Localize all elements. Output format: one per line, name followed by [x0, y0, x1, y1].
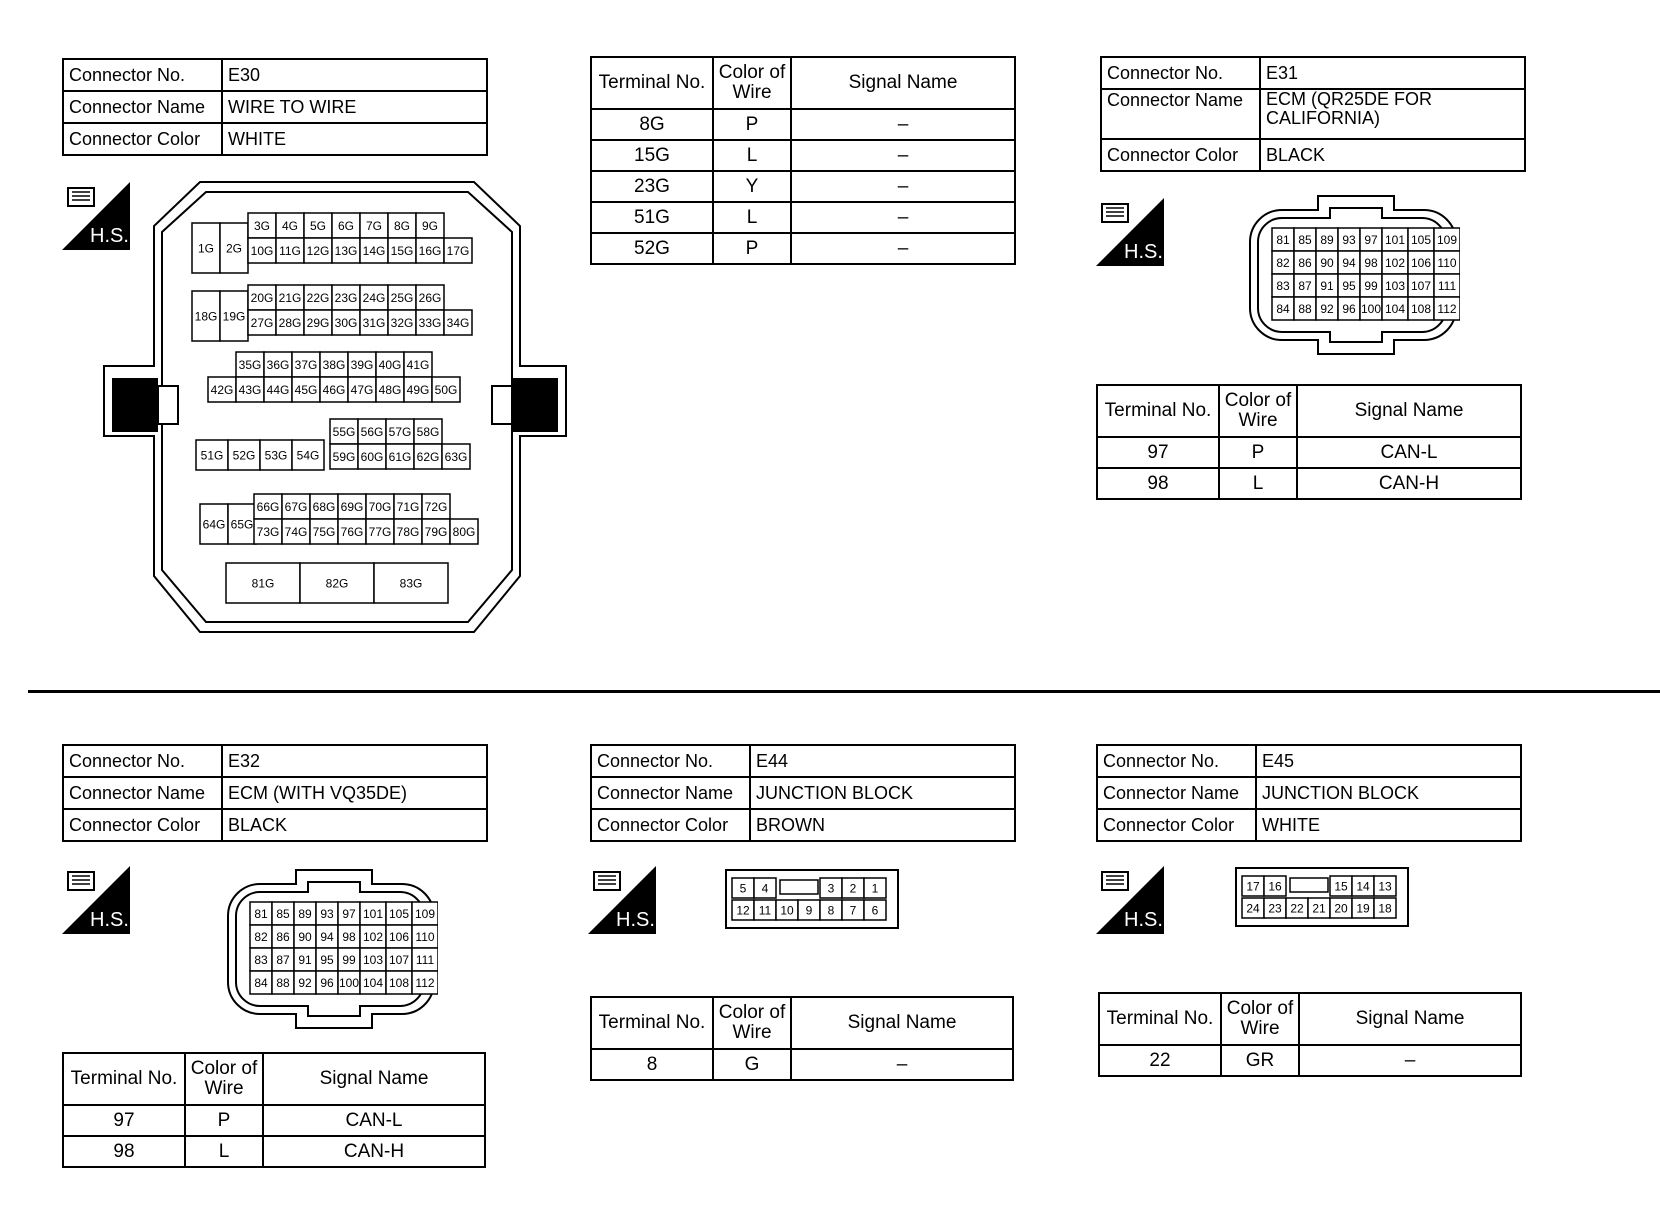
pin-label: 63G [444, 449, 468, 464]
pin-label: 29G [306, 315, 330, 330]
pin-label: 14G [362, 243, 386, 258]
col-signal: Signal Name [791, 57, 1015, 109]
pin-label: 94 [1342, 255, 1356, 270]
pin-label: 9G [421, 218, 439, 233]
e31-terminal-table [1096, 384, 1522, 500]
e44-connector-face [724, 868, 900, 930]
col-terminal: Terminal No. [1097, 385, 1219, 437]
pin-label: 70G [368, 499, 392, 514]
pin-label: 92 [298, 975, 312, 990]
pin-label: 11 [758, 903, 772, 918]
pin-label: 13G [334, 243, 358, 258]
pin-label: 36G [266, 357, 290, 372]
info-label: Connector No. [591, 745, 750, 777]
pin-label: 68G [312, 499, 336, 514]
info-value: WHITE [222, 123, 487, 155]
pin-label: 96 [1342, 301, 1356, 316]
pin-label: 18 [1378, 901, 1392, 916]
e32-info-table [62, 744, 488, 842]
hs-icon [1096, 198, 1164, 266]
pin-label: 94 [320, 929, 334, 944]
pin-label: 9 [805, 903, 813, 918]
pin-label: 3 [827, 881, 835, 896]
col-terminal: Terminal No. [591, 997, 713, 1049]
info-value: BLACK [1260, 139, 1525, 171]
pin-label: 4G [281, 218, 299, 233]
wire-color: P [713, 233, 791, 264]
info-value: ECM (QR25DE FOR CALIFORNIA) [1260, 89, 1525, 139]
pin-label: 10 [780, 903, 794, 918]
pin-label: 99 [342, 952, 356, 967]
pin-label: 105 [388, 906, 410, 921]
col-signal: Signal Name [1299, 993, 1521, 1045]
col-color: Color of Wire [185, 1053, 263, 1105]
pin-label: 77G [368, 524, 392, 539]
pin-label: 59G [332, 449, 356, 464]
info-label: Connector Color [1097, 809, 1256, 841]
pin-label: 72G [424, 499, 448, 514]
pin-label: 95 [320, 952, 334, 967]
pin-label: 111 [415, 952, 435, 967]
pin-label: 49G [406, 382, 430, 397]
pin-label: 106 [1410, 255, 1432, 270]
pin-label: 16G [418, 243, 442, 258]
e30-info-table [62, 58, 488, 156]
pin-label: 56G [360, 424, 384, 439]
pin-label: 64G [202, 517, 226, 532]
pin-label: 104 [362, 975, 384, 990]
info-value: E32 [222, 745, 487, 777]
terminal-row [591, 202, 1015, 233]
terminal-row [591, 171, 1015, 202]
signal-name: – [791, 171, 1015, 202]
col-signal: Signal Name [791, 997, 1013, 1049]
pin-label: 89 [298, 906, 312, 921]
col-color: Color of Wire [1219, 385, 1297, 437]
terminal-row [63, 1105, 485, 1136]
info-value: E31 [1260, 57, 1525, 89]
pin-label: 18G [194, 309, 218, 324]
info-value: JUNCTION BLOCK [750, 777, 1015, 809]
pin-label: 83 [254, 952, 268, 967]
pin-label: 20 [1334, 901, 1348, 916]
pin-label: 32G [390, 315, 414, 330]
pin-label: 83 [1276, 278, 1290, 293]
terminal-no: 98 [1097, 468, 1219, 499]
terminal-no: 23G [591, 171, 713, 202]
info-label: Connector Name [1097, 777, 1256, 809]
pin-label: 7G [365, 218, 383, 233]
pin-label: 21G [278, 290, 302, 305]
pin-label: 81 [1276, 232, 1290, 247]
info-label: Connector Name [63, 91, 222, 123]
pin-label: 37G [294, 357, 318, 372]
pin-label: 46G [322, 382, 346, 397]
pin-label: 104 [1384, 301, 1406, 316]
terminal-no: 51G [591, 202, 713, 233]
col-color: Color of Wire [1221, 993, 1299, 1045]
pin-label: 19 [1356, 901, 1370, 916]
pin-label: 53G [264, 448, 288, 463]
pin-label: 69G [340, 499, 364, 514]
pin-label: 95 [1342, 278, 1356, 293]
pin-label: 89 [1320, 232, 1334, 247]
wire-color: L [1219, 468, 1297, 499]
pin-label: 39G [350, 357, 374, 372]
pin-label: 82 [1276, 255, 1290, 270]
hs-label: H.S. [90, 909, 129, 931]
pin-label: 8 [827, 903, 835, 918]
pin-label: 86 [1298, 255, 1312, 270]
pin-label: 62G [416, 449, 440, 464]
pin-label: 100 [338, 975, 360, 990]
signal-name: – [1299, 1045, 1521, 1076]
pin-label: 93 [1342, 232, 1356, 247]
pin-label: 57G [388, 424, 412, 439]
info-value: ECM (WITH VQ35DE) [222, 777, 487, 809]
pin-label: 6 [871, 903, 879, 918]
wire-color: P [185, 1105, 263, 1136]
pin-label: 88 [276, 975, 290, 990]
pin-label: 103 [1384, 278, 1406, 293]
pin-label: 102 [362, 929, 384, 944]
terminal-row [63, 1136, 485, 1167]
wire-color: Y [713, 171, 791, 202]
pin-label: 42G [210, 382, 234, 397]
info-value: E30 [222, 59, 487, 91]
pin-label: 15G [390, 243, 414, 258]
col-terminal: Terminal No. [1099, 993, 1221, 1045]
pin-label: 85 [276, 906, 290, 921]
pin-label: 48G [378, 382, 402, 397]
pin-label: 112 [1437, 301, 1457, 316]
pin-label: 41G [406, 357, 430, 372]
pin-label: 38G [322, 357, 346, 372]
pin-label: 40G [378, 357, 402, 372]
pin-label: 61G [388, 449, 412, 464]
pin-label: 76G [340, 524, 364, 539]
pin-label: 99 [1364, 278, 1378, 293]
pin-label: 22 [1290, 901, 1304, 916]
col-terminal: Terminal No. [591, 57, 713, 109]
pin-label: 97 [1364, 232, 1378, 247]
pin-label: 86 [276, 929, 290, 944]
e44-terminal-table [590, 996, 1014, 1081]
terminal-row [591, 1049, 1013, 1080]
pin-label: 44G [266, 382, 290, 397]
pin-label: 11G [279, 243, 301, 258]
pin-label: 102 [1384, 255, 1406, 270]
pin-label: 110 [415, 929, 435, 944]
pin-label: 73G [256, 524, 280, 539]
pin-label: 65G [230, 517, 254, 532]
pin-label: 88 [1298, 301, 1312, 316]
info-value: E44 [750, 745, 1015, 777]
pin-label: 84 [1276, 301, 1290, 316]
pin-label: 103 [362, 952, 384, 967]
terminal-no: 8 [591, 1049, 713, 1080]
pin-label: 34G [446, 315, 470, 330]
e30-connector-face [100, 178, 570, 636]
pin-label: 109 [1436, 232, 1458, 247]
terminal-row [591, 109, 1015, 140]
e32-connector-face [184, 868, 438, 1030]
pin-label: 23 [1268, 901, 1282, 916]
pin-label: 2 [849, 881, 857, 896]
hs-icon [62, 866, 130, 934]
signal-name: – [791, 140, 1015, 171]
info-value: JUNCTION BLOCK [1256, 777, 1521, 809]
pin-label: 6G [337, 218, 355, 233]
info-value: BLACK [222, 809, 487, 841]
pin-label: 91 [1320, 278, 1334, 293]
wire-color: G [713, 1049, 791, 1080]
pin-label: 33G [418, 315, 442, 330]
col-color: Color of Wire [713, 997, 791, 1049]
pin-label: 81 [254, 906, 268, 921]
pin-label: 79G [424, 524, 448, 539]
pin-label: 7 [849, 903, 857, 918]
pin-label: 82G [325, 576, 349, 591]
pin-label: 8G [393, 218, 411, 233]
hs-label: H.S. [1124, 909, 1163, 931]
pin-label: 109 [414, 906, 436, 921]
info-value: WHITE [1256, 809, 1521, 841]
pin-label: 110 [1437, 255, 1457, 270]
pin-label: 101 [362, 906, 384, 921]
hs-label: H.S. [616, 909, 655, 931]
info-value: WIRE TO WIRE [222, 91, 487, 123]
pin-label: 90 [298, 929, 312, 944]
section-divider [28, 690, 1660, 693]
wire-color: L [713, 140, 791, 171]
pin-label: 81G [251, 576, 275, 591]
pin-label: 74G [284, 524, 308, 539]
pin-label: 80G [452, 524, 476, 539]
col-signal: Signal Name [1297, 385, 1521, 437]
info-label: Connector Color [591, 809, 750, 841]
pin-label: 4 [761, 881, 769, 896]
pin-label: 82 [254, 929, 268, 944]
col-terminal: Terminal No. [63, 1053, 185, 1105]
pin-label: 17G [446, 243, 470, 258]
pin-label: 5G [309, 218, 327, 233]
pin-label: 91 [298, 952, 312, 967]
e45-terminal-table [1098, 992, 1522, 1077]
pin-label: 30G [334, 315, 358, 330]
signal-name: – [791, 109, 1015, 140]
pin-label: 1G [197, 241, 215, 256]
terminal-no: 97 [63, 1105, 185, 1136]
col-color: Color of Wire [713, 57, 791, 109]
pin-label: 112 [415, 975, 435, 990]
pin-label: 92 [1320, 301, 1334, 316]
terminal-no: 8G [591, 109, 713, 140]
pin-label: 98 [1364, 255, 1378, 270]
info-label: Connector Color [63, 809, 222, 841]
pin-label: 101 [1384, 232, 1406, 247]
pin-label: 96 [320, 975, 334, 990]
terminal-row [1097, 437, 1521, 468]
pin-cell [780, 880, 818, 894]
terminal-no: 22 [1099, 1045, 1221, 1076]
info-label: Connector Name [591, 777, 750, 809]
pin-label: 17 [1246, 879, 1260, 894]
e32-terminal-table [62, 1052, 486, 1168]
terminal-no: 15G [591, 140, 713, 171]
pin-label: 43G [238, 382, 262, 397]
pin-label: 3G [253, 218, 271, 233]
info-label: Connector No. [63, 59, 222, 91]
e32-pin-grid [250, 902, 438, 994]
e44-info-table [590, 744, 1016, 842]
pin-label: 107 [388, 952, 410, 967]
signal-name: CAN-H [1297, 468, 1521, 499]
pin-label: 98 [342, 929, 356, 944]
info-label: Connector No. [1097, 745, 1256, 777]
signal-name: CAN-H [263, 1136, 485, 1167]
hs-icon [588, 866, 656, 934]
pin-label: 50G [434, 382, 458, 397]
pin-label: 27G [250, 315, 274, 330]
pin-label: 45G [294, 382, 318, 397]
hs-label: H.S. [90, 225, 129, 247]
pin-label: 111 [1437, 278, 1457, 293]
pin-label: 105 [1410, 232, 1432, 247]
e31-pin-grid [1272, 228, 1460, 320]
terminal-no: 98 [63, 1136, 185, 1167]
pin-label: 24 [1246, 901, 1260, 916]
wire-color: P [1219, 437, 1297, 468]
e30-terminal-table [590, 56, 1016, 265]
info-value: BROWN [750, 809, 1015, 841]
pin-label: 12 [736, 903, 750, 918]
col-signal: Signal Name [263, 1053, 485, 1105]
pin-label: 58G [416, 424, 440, 439]
pin-label: 60G [360, 449, 384, 464]
pin-label: 23G [334, 290, 358, 305]
pin-label: 85 [1298, 232, 1312, 247]
pin-label: 54G [296, 448, 320, 463]
pin-label: 106 [388, 929, 410, 944]
pin-label: 1 [871, 881, 879, 896]
e45-connector-face [1234, 866, 1410, 928]
pin-label: 107 [1410, 278, 1432, 293]
wire-color: L [185, 1136, 263, 1167]
pin-label: 90 [1320, 255, 1334, 270]
pin-label: 2G [225, 241, 243, 256]
pin-label: 12G [306, 243, 330, 258]
signal-name: – [791, 1049, 1013, 1080]
pin-label: 66G [256, 499, 280, 514]
pin-label: 108 [388, 975, 410, 990]
pin-label: 21 [1312, 901, 1326, 916]
pin-label: 10G [250, 243, 274, 258]
pin-label: 51G [200, 448, 224, 463]
pin-label: 87 [1298, 278, 1312, 293]
e44-pin-grid [732, 878, 886, 920]
info-label: Connector Name [1101, 89, 1260, 139]
info-label: Connector No. [1101, 57, 1260, 89]
wire-color: GR [1221, 1045, 1299, 1076]
e31-connector-face [1206, 194, 1460, 356]
pin-label: 20G [250, 290, 274, 305]
pin-label: 47G [350, 382, 374, 397]
pin-label: 83G [399, 576, 423, 591]
wire-color: L [713, 202, 791, 233]
pin-label: 16 [1268, 879, 1282, 894]
terminal-row [591, 233, 1015, 264]
pin-label: 78G [396, 524, 420, 539]
hs-icon [1096, 866, 1164, 934]
pin-label: 15 [1334, 879, 1348, 894]
pin-label: 100 [1360, 301, 1382, 316]
pin-label: 13 [1378, 879, 1392, 894]
signal-name: – [791, 202, 1015, 233]
info-label: Connector No. [63, 745, 222, 777]
pin-label: 67G [284, 499, 308, 514]
terminal-row [1099, 1045, 1521, 1076]
pin-label: 71G [396, 499, 420, 514]
pin-label: 19G [222, 309, 246, 324]
pin-label: 28G [278, 315, 302, 330]
terminal-no: 97 [1097, 437, 1219, 468]
pin-label: 22G [306, 290, 330, 305]
pin-label: 31G [362, 315, 386, 330]
info-label: Connector Name [63, 777, 222, 809]
info-value: E45 [1256, 745, 1521, 777]
pin-label: 52G [232, 448, 256, 463]
info-label: Connector Color [1101, 139, 1260, 171]
e45-pin-grid [1242, 876, 1396, 918]
pin-label: 97 [342, 906, 356, 921]
pin-label: 26G [418, 290, 442, 305]
signal-name: – [791, 233, 1015, 264]
pin-label: 75G [312, 524, 336, 539]
pin-label: 93 [320, 906, 334, 921]
pin-label: 25G [390, 290, 414, 305]
pin-label: 55G [332, 424, 356, 439]
pin-label: 84 [254, 975, 268, 990]
pin-label: 87 [276, 952, 290, 967]
pin-label: 35G [238, 357, 262, 372]
pin-cell [1290, 878, 1328, 892]
wire-color: P [713, 109, 791, 140]
info-label: Connector Color [63, 123, 222, 155]
pin-label: 14 [1356, 879, 1370, 894]
signal-name: CAN-L [263, 1105, 485, 1136]
signal-name: CAN-L [1297, 437, 1521, 468]
e31-info-table [1100, 56, 1526, 172]
terminal-no: 52G [591, 233, 713, 264]
hs-label: H.S. [1124, 241, 1163, 263]
terminal-row [591, 140, 1015, 171]
pin-label: 5 [739, 881, 747, 896]
e45-info-table [1096, 744, 1522, 842]
terminal-row [1097, 468, 1521, 499]
pin-label: 108 [1410, 301, 1432, 316]
e30-pin-grid [192, 213, 478, 603]
pin-label: 24G [362, 290, 386, 305]
